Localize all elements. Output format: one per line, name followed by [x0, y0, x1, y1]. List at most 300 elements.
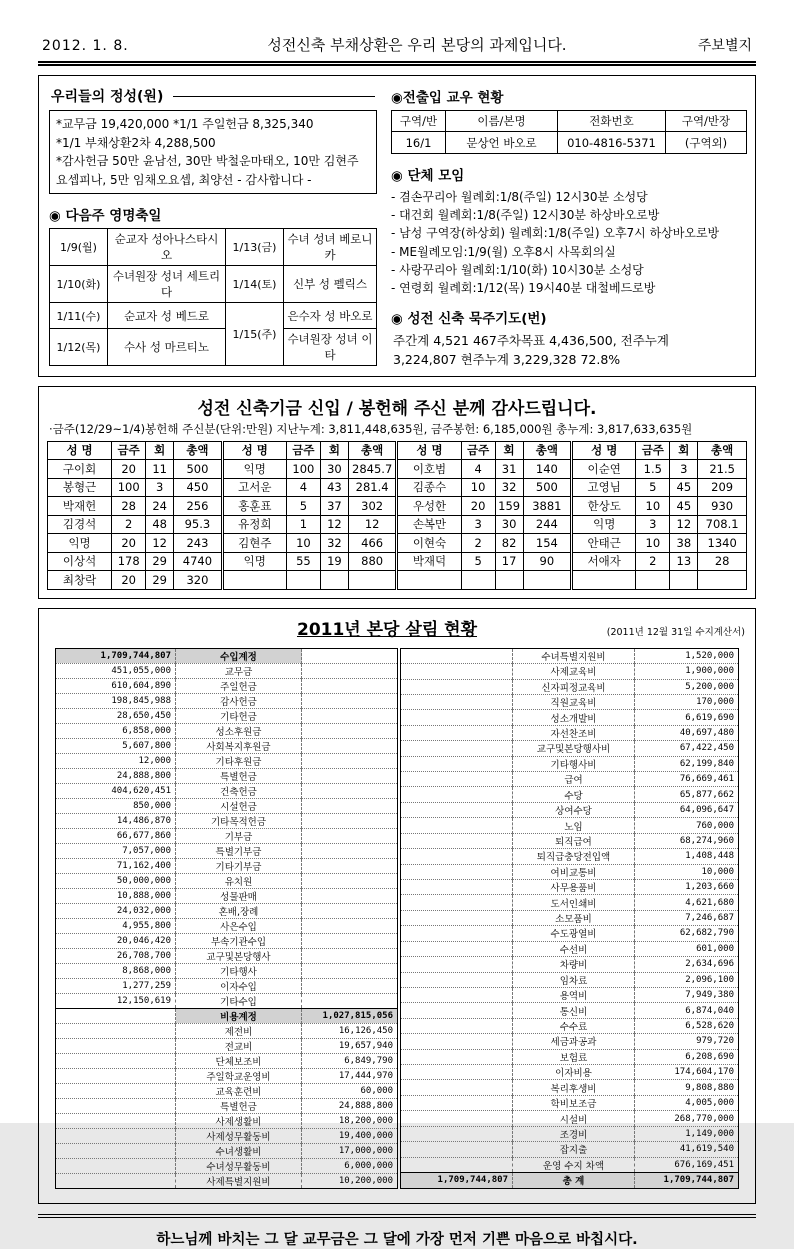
empty-cell	[401, 849, 513, 864]
devotion-title-row	[49, 84, 377, 110]
donor-count: 45	[670, 478, 698, 497]
label-cell: 건축헌금	[176, 783, 302, 798]
amount-cell: 24,888,800	[56, 768, 176, 783]
budget-left-table	[55, 648, 398, 1189]
donor-week: 10	[636, 534, 670, 553]
donor-total: 28	[698, 552, 747, 571]
meetings-list	[391, 188, 747, 297]
donor-name: 이호범	[397, 460, 461, 479]
donor-name	[397, 571, 461, 590]
empty-cell	[302, 888, 398, 903]
label-cell: 직원교육비	[513, 694, 635, 709]
amount-cell: 2,634,696	[635, 957, 739, 972]
donor-count: 19	[320, 552, 348, 571]
feast-date: 1/9(월)	[50, 229, 108, 266]
income-row	[56, 678, 398, 693]
income-row	[56, 993, 398, 1008]
expense-row	[401, 1003, 739, 1018]
donor-name: 최창락	[48, 571, 112, 590]
label-cell: 기타행사비	[513, 756, 635, 771]
label-cell: 기타목적헌금	[176, 813, 302, 828]
income-row	[56, 978, 398, 993]
amount-cell: 7,246,687	[635, 910, 739, 925]
transfer-cell: 010-4816-5371	[558, 132, 666, 154]
column-header: 금주	[461, 441, 495, 460]
column-header: 총액	[523, 441, 572, 460]
top-left-column	[45, 82, 381, 372]
donor-week	[461, 571, 495, 590]
amount-cell: 4,621,680	[635, 895, 739, 910]
donor-total: 140	[523, 460, 572, 479]
label-cell: 수녀생활비	[176, 1143, 302, 1158]
label-cell: 여비교통비	[513, 864, 635, 879]
rosary-status	[391, 331, 747, 369]
donor-count: 3	[146, 478, 174, 497]
label-cell: 수녀특별지원비	[513, 648, 635, 663]
donor-count: 45	[670, 497, 698, 516]
empty-cell	[401, 957, 513, 972]
amount-cell: 64,096,647	[635, 802, 739, 817]
label-cell: 성소후원금	[176, 723, 302, 738]
table-row	[392, 111, 747, 132]
expense-row	[401, 756, 739, 771]
donor-name: 한상도	[572, 497, 636, 516]
amount-cell: 62,199,840	[635, 756, 739, 771]
donor-week: 20	[112, 460, 146, 479]
donor-week: 5	[286, 497, 320, 516]
label-cell: 사제생활비	[176, 1113, 302, 1128]
amount-cell: 1,900,000	[635, 664, 739, 679]
amount-cell: 2,096,100	[635, 972, 739, 987]
empty-cell	[401, 756, 513, 771]
donor-week: 3	[636, 515, 670, 534]
column-header: 이름/본명	[446, 111, 558, 132]
empty-cell	[401, 972, 513, 987]
donor-name: 박재덕	[397, 552, 461, 571]
amount-cell: 18,200,000	[302, 1113, 398, 1128]
empty-cell	[401, 694, 513, 709]
expense-row	[401, 849, 739, 864]
empty-cell	[56, 1098, 176, 1113]
expense-row	[401, 648, 739, 663]
donor-total: 3881	[523, 497, 572, 516]
empty-cell	[401, 710, 513, 725]
label-cell: 퇴직급여	[513, 833, 635, 848]
page-header	[38, 34, 756, 66]
empty-cell	[401, 772, 513, 787]
income-row	[56, 903, 398, 918]
column-header: 구역/반	[392, 111, 446, 132]
empty-cell	[56, 1068, 176, 1083]
donor-count: 37	[320, 497, 348, 516]
donor-name: 고서운	[222, 478, 286, 497]
donor-name: 이순연	[572, 460, 636, 479]
empty-cell	[302, 858, 398, 873]
donor-total: 12	[348, 515, 397, 534]
budget-right-table	[400, 648, 739, 1189]
expense-row	[401, 1049, 739, 1064]
donor-week: 20	[112, 534, 146, 553]
amount-cell: 16,126,450	[302, 1023, 398, 1038]
amount-cell: 198,845,988	[56, 693, 176, 708]
empty-cell	[302, 813, 398, 828]
column-header: 구역/반장	[666, 111, 747, 132]
column-header: 금주	[636, 441, 670, 460]
donor-count: 13	[670, 552, 698, 571]
amount-cell: 451,055,000	[56, 663, 176, 678]
amount-cell: 6,208,690	[635, 1049, 739, 1064]
donor-total: 256	[174, 497, 223, 516]
label-cell: 상여수당	[513, 802, 635, 817]
empty-cell	[56, 1083, 176, 1098]
label-cell: 사회복지후원금	[176, 738, 302, 753]
donor-name: 유정희	[222, 515, 286, 534]
donor-name: 박재헌	[48, 497, 112, 516]
label-cell: 수당	[513, 787, 635, 802]
expense-header-row	[56, 1008, 398, 1023]
expense-row	[56, 1128, 398, 1143]
amount-cell: 404,620,451	[56, 783, 176, 798]
empty-cell	[401, 926, 513, 941]
expense-row	[56, 1173, 398, 1188]
rosary-line: 3,224,807 현주누계 3,229,328 72.8%	[393, 351, 621, 367]
empty-cell	[302, 648, 398, 663]
donor-count: 24	[146, 497, 174, 516]
donor-count: 82	[495, 534, 523, 553]
donor-name: 김경석	[48, 515, 112, 534]
label-cell: 기부금	[176, 828, 302, 843]
label-cell: 퇴직급충당전입액	[513, 849, 635, 864]
column-header: 총액	[174, 441, 223, 460]
devotion-line: *1/1 부채상환2차 4,288,500	[56, 135, 216, 150]
donor-week: 10	[286, 534, 320, 553]
empty-cell	[56, 1113, 176, 1128]
empty-cell	[401, 1018, 513, 1033]
amount-cell: 12,000	[56, 753, 176, 768]
amount-cell: 12,150,619	[56, 993, 176, 1008]
table-row	[48, 534, 747, 553]
column-header: 전화번호	[558, 111, 666, 132]
column-header: 회	[146, 441, 174, 460]
donor-total: 466	[348, 534, 397, 553]
rosary-heading: ◉ 성전 신축 묵주기도(번)	[391, 311, 547, 328]
expense-row	[401, 818, 739, 833]
empty-cell	[302, 723, 398, 738]
label-cell: 이자수입	[176, 978, 302, 993]
amount-cell: 66,677,860	[56, 828, 176, 843]
expense-row	[401, 833, 739, 848]
income-row	[56, 738, 398, 753]
feast-name: 수녀원장 성녀 이타	[284, 329, 377, 366]
empty-cell	[401, 1049, 513, 1064]
fund-table	[47, 441, 747, 590]
column-header: 성 명	[222, 441, 286, 460]
donor-total: 880	[348, 552, 397, 571]
feast-name: 수녀 성녀 베로니카	[284, 229, 377, 266]
header-label: 주보별지	[697, 38, 752, 54]
amount-cell: 6,000,000	[302, 1158, 398, 1173]
table-row	[48, 478, 747, 497]
donor-count: 159	[495, 497, 523, 516]
income-row	[56, 768, 398, 783]
donor-count: 12	[146, 534, 174, 553]
devotion-line: *교무금 19,420,000 *1/1 주일헌금 8,325,340	[56, 117, 314, 131]
expense-row	[401, 1157, 739, 1173]
income-row	[56, 888, 398, 903]
donor-count: 32	[495, 478, 523, 497]
expense-row	[401, 895, 739, 910]
empty-cell	[401, 664, 513, 679]
amount-cell: 24,032,000	[56, 903, 176, 918]
expense-row	[401, 725, 739, 740]
donor-count: 38	[670, 534, 698, 553]
empty-cell	[302, 693, 398, 708]
empty-cell	[401, 741, 513, 756]
amount-cell: 7,057,000	[56, 843, 176, 858]
empty-cell	[302, 663, 398, 678]
transfer-cell: 문상언 바오로	[446, 132, 558, 154]
expense-row	[401, 1111, 739, 1126]
donor-name: 홍훈표	[222, 497, 286, 516]
amount-cell: 6,528,620	[635, 1018, 739, 1033]
label-cell: 통신비	[513, 1003, 635, 1018]
donor-total: 302	[348, 497, 397, 516]
amount-cell: 14,486,870	[56, 813, 176, 828]
empty-cell	[302, 753, 398, 768]
donor-count: 31	[495, 460, 523, 479]
income-row	[56, 753, 398, 768]
income-row	[56, 828, 398, 843]
donor-week: 5	[636, 478, 670, 497]
label-cell: 교육훈련비	[176, 1083, 302, 1098]
donor-total	[698, 571, 747, 590]
donor-name: 봉형근	[48, 478, 112, 497]
table-row	[48, 460, 747, 479]
donor-count: 12	[670, 515, 698, 534]
donor-name: 우성한	[397, 497, 461, 516]
feast-table	[49, 228, 377, 366]
expense-row	[401, 941, 739, 956]
empty-cell	[302, 678, 398, 693]
donor-total: 243	[174, 534, 223, 553]
amount-cell: 20,046,420	[56, 933, 176, 948]
amount-cell: 1,408,448	[635, 849, 739, 864]
amount-cell: 1,203,660	[635, 879, 739, 894]
donor-total: 281.4	[348, 478, 397, 497]
income-row	[56, 843, 398, 858]
amount-cell: 68,274,960	[635, 833, 739, 848]
expense-row	[56, 1143, 398, 1158]
table-row	[50, 329, 377, 366]
label-cell: 성소개발비	[513, 710, 635, 725]
top-right-column	[381, 82, 749, 372]
expense-total: 1,027,815,056	[302, 1008, 398, 1023]
empty-cell	[401, 910, 513, 925]
donor-count: 32	[320, 534, 348, 553]
donor-total: 244	[523, 515, 572, 534]
empty-cell	[401, 833, 513, 848]
feast-date: 1/14(토)	[226, 266, 284, 303]
empty-cell	[56, 1173, 176, 1188]
amount-cell: 28,650,450	[56, 708, 176, 723]
amount-cell: 6,874,040	[635, 1003, 739, 1018]
donor-name: 이현숙	[397, 534, 461, 553]
label-cell: 사제교육비	[513, 664, 635, 679]
income-total: 1,709,744,807	[56, 648, 176, 663]
empty-cell	[401, 1003, 513, 1018]
table-row	[50, 229, 377, 266]
empty-cell	[302, 933, 398, 948]
empty-cell	[302, 993, 398, 1008]
donor-week	[286, 571, 320, 590]
expense-row	[401, 664, 739, 679]
expense-row	[56, 1098, 398, 1113]
donor-week: 4	[286, 478, 320, 497]
donor-total: 930	[698, 497, 747, 516]
label-cell: 특별헌금	[176, 1098, 302, 1113]
column-header: 총액	[698, 441, 747, 460]
feast-name: 수녀원장 성녀 세트리다	[108, 266, 226, 303]
donor-count	[495, 571, 523, 590]
donor-count: 11	[146, 460, 174, 479]
table-row	[50, 303, 377, 329]
list-item: - 연령회 월례회:1/12(목) 19시40분 대철베드로방	[391, 281, 656, 296]
amount-cell: 760,000	[635, 818, 739, 833]
label-cell: 기타행사	[176, 963, 302, 978]
expense-title: 비용계정	[176, 1008, 302, 1023]
amount-cell: 19,657,940	[302, 1038, 398, 1053]
label-cell: 수도광열비	[513, 926, 635, 941]
donor-total: 209	[698, 478, 747, 497]
income-row	[56, 663, 398, 678]
donor-count: 17	[495, 552, 523, 571]
amount-cell: 1,520,000	[635, 648, 739, 663]
label-cell: 주일학교운영비	[176, 1068, 302, 1083]
expense-row	[401, 710, 739, 725]
empty-cell	[401, 1111, 513, 1126]
table-header-row	[48, 441, 747, 460]
amount-cell: 9,808,880	[635, 1080, 739, 1095]
feast-name: 신부 성 펠릭스	[284, 266, 377, 303]
amount-cell: 40,697,480	[635, 725, 739, 740]
expense-row	[401, 957, 739, 972]
expense-row	[56, 1038, 398, 1053]
expense-row	[401, 879, 739, 894]
amount-cell: 1,277,259	[56, 978, 176, 993]
amount-cell: 601,000	[635, 941, 739, 956]
amount-cell: 979,720	[635, 1034, 739, 1049]
label-cell: 급여	[513, 772, 635, 787]
donor-total: 500	[523, 478, 572, 497]
donor-week	[636, 571, 670, 590]
income-title: 수입계정	[176, 648, 302, 663]
label-cell: 운영 수지 차액	[513, 1157, 635, 1173]
donor-count: 29	[146, 571, 174, 590]
header-date: 2012. 1. 8.	[42, 38, 129, 54]
label-cell: 유치원	[176, 873, 302, 888]
amount-cell: 6,849,790	[302, 1053, 398, 1068]
label-cell: 수선비	[513, 941, 635, 956]
expense-row	[401, 864, 739, 879]
amount-cell: 71,162,400	[56, 858, 176, 873]
label-cell: 복리후생비	[513, 1080, 635, 1095]
empty-cell	[401, 1157, 513, 1173]
amount-cell: 6,858,000	[56, 723, 176, 738]
label-cell: 주일헌금	[176, 678, 302, 693]
feast-name: 은수자 성 바오로	[284, 303, 377, 329]
empty-cell	[401, 648, 513, 663]
income-row	[56, 798, 398, 813]
empty-cell	[302, 828, 398, 843]
title-rule	[173, 96, 375, 97]
label-cell: 잡지출	[513, 1142, 635, 1157]
empty-cell	[302, 963, 398, 978]
label-cell: 노임	[513, 818, 635, 833]
donor-name: 안태근	[572, 534, 636, 553]
top-section	[38, 75, 756, 377]
label-cell: 기타후원금	[176, 753, 302, 768]
amount-cell: 62,682,790	[635, 926, 739, 941]
empty-cell	[401, 1095, 513, 1110]
expense-row	[401, 972, 739, 987]
fund-subtitle: ·금주(12/29~1/4)봉헌해 주신분(단위:만원) 지난누계: 3,811,448,635원, 금주봉헌: 6,185,000원 총누계: 3,817,633,635원	[49, 421, 693, 436]
donor-week: 2	[112, 515, 146, 534]
income-row	[56, 813, 398, 828]
expense-row	[401, 679, 739, 694]
transfer-cell: 16/1	[392, 132, 446, 154]
footer-message: 하느님께 바치는 그 달 교무금은 그 달에 가장 먼저 기쁜 마음으로 바칩시다.	[156, 1231, 638, 1248]
fund-title: 성전 신축기금 신입 / 봉헌해 주신 분께 감사드립니다.	[197, 398, 597, 419]
amount-cell: 268,770,000	[635, 1111, 739, 1126]
rosary-line: 주간계 4,521 467주차목표 4,436,500, 전주누계	[393, 333, 669, 349]
expense-row	[56, 1158, 398, 1173]
label-cell: 교구및본당행사비	[513, 741, 635, 756]
label-cell: 소모품비	[513, 910, 635, 925]
expense-row	[401, 1018, 739, 1033]
amount-cell: 5,200,000	[635, 679, 739, 694]
donor-name: 구이회	[48, 460, 112, 479]
empty-cell	[302, 843, 398, 858]
income-header-row	[56, 648, 398, 663]
donor-name: 김종수	[397, 478, 461, 497]
feast-date: 1/12(목)	[50, 329, 108, 366]
empty-cell	[401, 725, 513, 740]
donor-name	[572, 571, 636, 590]
amount-cell: 76,669,461	[635, 772, 739, 787]
expense-row	[401, 926, 739, 941]
label-cell: 교무금	[176, 663, 302, 678]
label-cell: 사무용품비	[513, 879, 635, 894]
expense-row	[401, 1080, 739, 1095]
feast-date: 1/13(금)	[226, 229, 284, 266]
amount-cell: 4,955,800	[56, 918, 176, 933]
empty-cell	[401, 879, 513, 894]
donor-total	[523, 571, 572, 590]
column-header: 성 명	[572, 441, 636, 460]
donor-name: 김현주	[222, 534, 286, 553]
amount-cell: 676,169,451	[635, 1157, 739, 1173]
label-cell: 신자피정교육비	[513, 679, 635, 694]
grand-total-row	[401, 1173, 739, 1188]
empty-cell	[56, 1053, 176, 1068]
expense-row	[401, 1065, 739, 1080]
empty-cell	[401, 987, 513, 1002]
donor-count: 12	[320, 515, 348, 534]
expense-row	[56, 1023, 398, 1038]
amount-cell: 610,604,890	[56, 678, 176, 693]
empty-cell	[401, 1126, 513, 1141]
label-cell: 학비보조금	[513, 1095, 635, 1110]
